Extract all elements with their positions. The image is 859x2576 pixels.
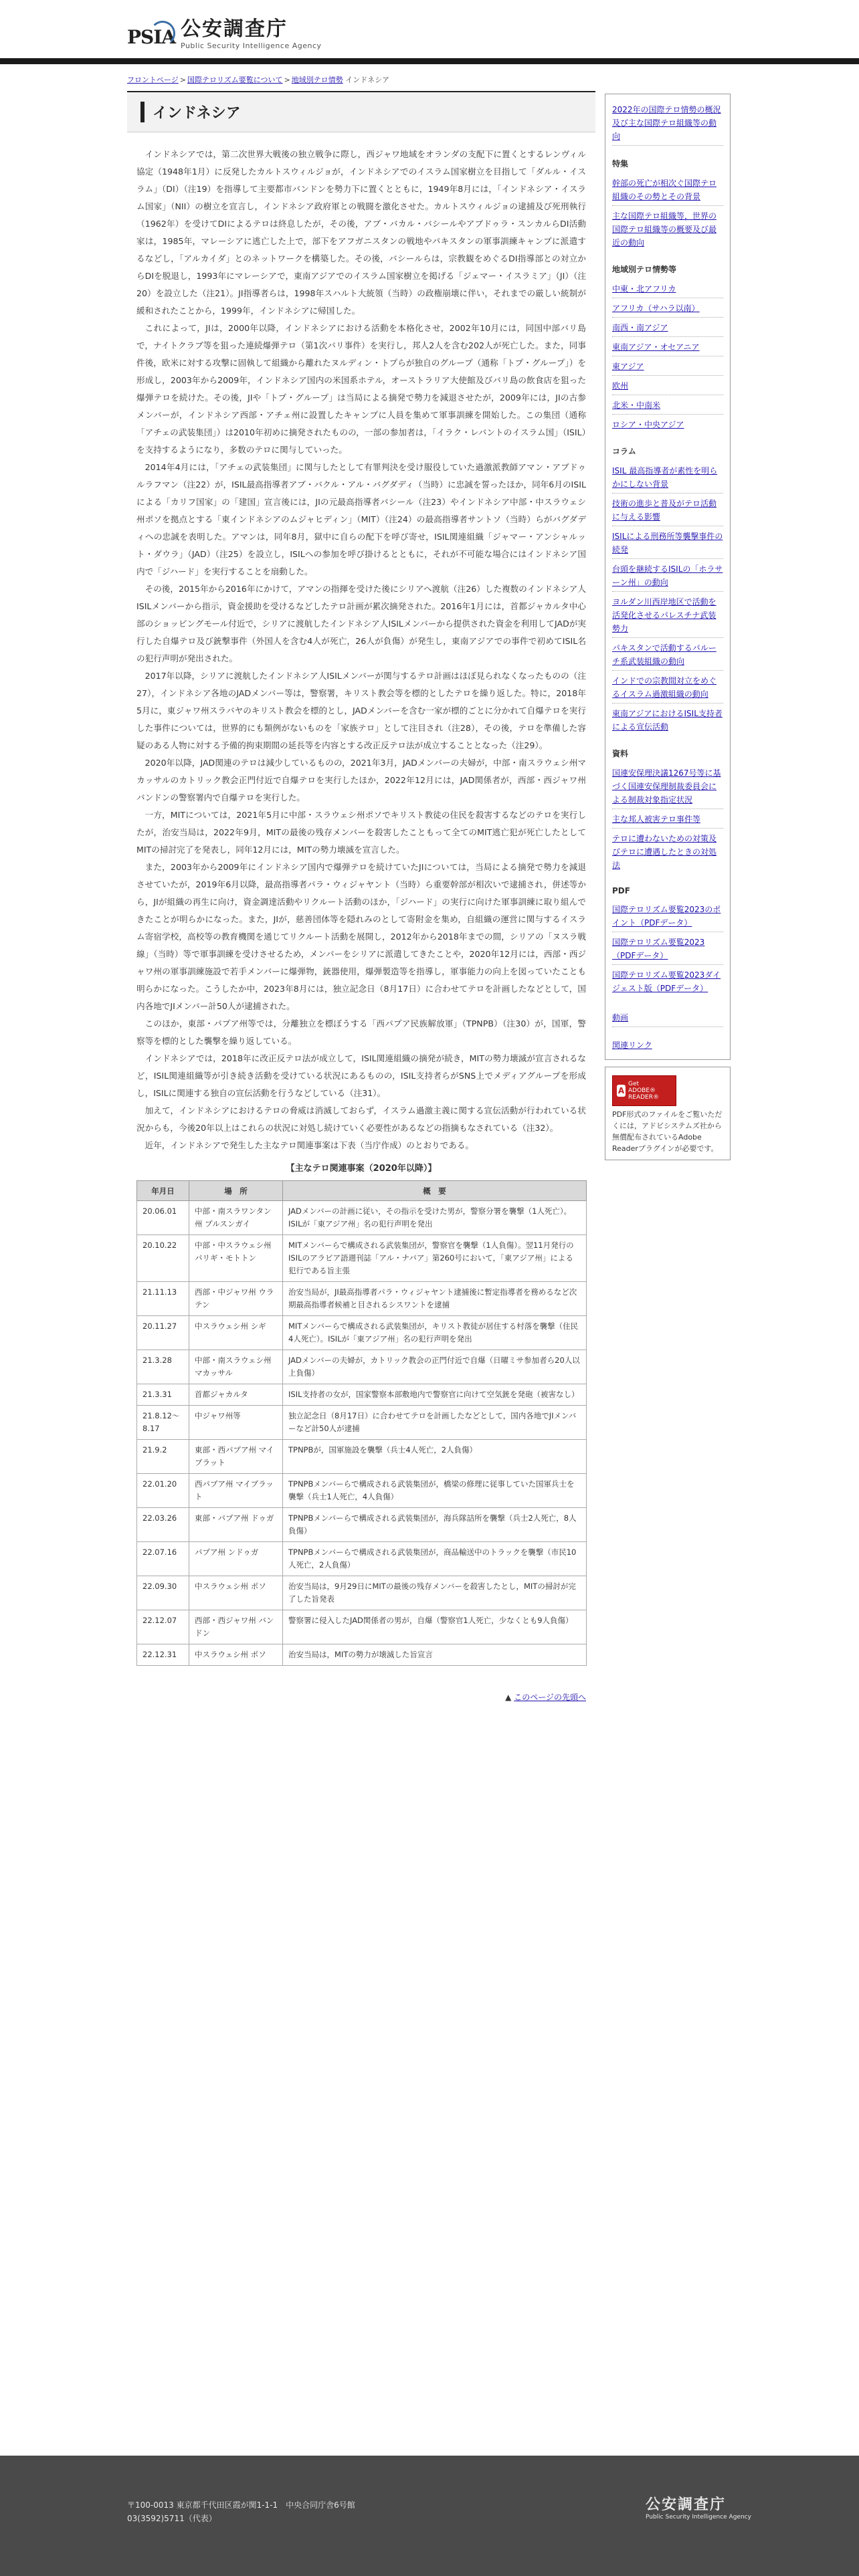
sidebar-column-item [612, 461, 723, 494]
cell-place: 西部・中ジャワ州 ウラテン [189, 1282, 283, 1316]
sidebar-region-link[interactable]: アフリカ（サハラ以南） [612, 304, 700, 313]
sidebar-resource-item [612, 763, 723, 809]
article-paragraph: このほか，東部・パプア州等では，分離独立を標ぼうする「西パプア民族解放軍」（TPNPB）（注30）が，国軍，警察等を標的とした襲撃を繰り返している。 [136, 1018, 586, 1046]
cell-date: 21.3.28 [137, 1350, 189, 1384]
cell-date: 20.10.22 [137, 1235, 189, 1282]
col-place-header: 場 所 [189, 1181, 283, 1201]
sidebar-column-item [612, 526, 723, 559]
table-row [137, 1644, 587, 1666]
table-header-row [137, 1181, 587, 1201]
table-row [137, 1542, 587, 1576]
table-row [137, 1406, 587, 1440]
col-date-header: 年月日 [137, 1181, 189, 1201]
cell-date: 21.11.13 [137, 1282, 189, 1316]
article-paragraph: 近年，インドネシアで発生した主なテロ関連事案は下表（当庁作成）のとおりである。 [145, 1140, 474, 1150]
site-name-en: Public Security Intelligence Agency [181, 41, 322, 50]
column-links [612, 461, 723, 736]
sidebar-column-link[interactable]: ヨルダン川西岸地区で活動を活発化させるパレスチナ武装勢力 [612, 597, 717, 633]
sidebar-feature-link[interactable]: 主な国際テロ組織等，世界の国際テロ組織等の概要及び最近の動向 [612, 211, 717, 247]
sidebar-heading-column: コラム [612, 447, 636, 456]
sidebar-resource-link[interactable]: 国連安保理決議1267号等に基づく国連安保理制裁委員会による制裁対象指定状況 [612, 768, 721, 804]
sidebar-region-link[interactable]: 北米・中南米 [612, 401, 661, 410]
cell-date: 22.12.07 [137, 1610, 189, 1644]
sidebar-feature-link[interactable]: 幹部の死亡が相次ぐ国際テロ組織のその勢とその背景 [612, 179, 717, 201]
cell-date: 20.11.27 [137, 1316, 189, 1350]
sidebar-feature-item [612, 173, 723, 206]
article-paragraph: 2017年以降，シリアに渡航したインドネシア人ISILメンバーが関与するテロ計画はほぼ見られなくなったものの（注27），インドネシア各地のJADメンバー等は，警察署，キリスト教会等を標的としたテロを繰り返した。特に，2018年5月に，東ジャワ州スラバヤのキリスト教会を標的とし，JADメンバーを含む一家が標的ごとに分かれて自爆テロを実行した事件については，世界的にも類例がないものを「家族テロ」として注目され（注28），その後，テロを準備した容疑のある人物に対する予備的拘束期間の延長等を内容とする改正反テロ法が成立することとなった（注29）。 [136, 671, 586, 750]
sidebar-column-item [612, 494, 723, 526]
cell-summary: TPNPBメンバーらで構成される武装集団が，商品輸送中のトラックを襲撃（市民10人死亡，2人負傷） [283, 1542, 587, 1576]
table-row [137, 1474, 587, 1508]
sidebar-region-item [612, 395, 723, 415]
cell-summary: ISIL支持者の女が，国家警察本部敷地内で警察官に向けて空気銃を発砲（被害なし） [283, 1384, 587, 1406]
table-row [137, 1201, 587, 1235]
sidebar-column-item [612, 592, 723, 638]
table-row [137, 1316, 587, 1350]
sidebar-column-item [612, 559, 723, 592]
adobe-reader-note: PDF形式のファイルをご覧いただくには，アドビシステムズ社から無償配布されているAdobe Readerプラグインが必要です。 [612, 1110, 723, 1153]
sidebar-heading-resource: 資料 [612, 749, 629, 758]
back-to-top-link[interactable]: このページの先頭へ [514, 1693, 586, 1702]
cell-summary: 治安当局は，9月29日にMITの最後の残存メンバーを殺害したとし，MITの掃討が完了した旨発表 [283, 1576, 587, 1610]
cell-summary: MITメンバーらで構成される武装集団が，キリスト教徒が居住する村落を襲撃（住民4人死亡）。ISILが「東アジア州」名の犯行声明を発出 [283, 1316, 587, 1350]
article-paragraph: 2014年4月には，「アチェの武装集団」に関与したとして有罪判決を受け服役していた過激派教師アマン・アブドゥルラフマン（注22）が，ISIL最高指導者アブ・バクル・アル・バグダディ（当時）に忠誠を誓ったほか，同年6月のISILによる「カリフ国家」の「建国」宣言後には，JIの元最高指導者バシール（注23）やインドネシア中部・中スラウェシ州ポソを拠点とする「東インドネシアのムジャヒディン」（MIT）（注24）の最高指導者サントソ（当時）らがバグダディへの忠誠を表明した。アマンは，同年8月，獄中に自らの配下を呼び寄せ，ISIL関連組織「ジャマー・アンシャルット・ダウラ」（JAD）（注25）を設立し，ISILへの参加を呼び掛けるとともに，それが不可能な場合にはインドネシア国内で「ジハード」を実行することを扇動した。 [136, 462, 586, 576]
article-paragraph: 一方，MITについては，2021年5月に中部・スラウェシ州ポソでキリスト教徒の住民を殺害するなどのテロを実行したが，治安当局は，2022年9月，MITの最後の残存メンバーを殺害したこともって全てのMIT逃亡犯が死亡したとしてMITの掃討完了を発表し，同年12月には，MITの勢力壊滅を宣言した。 [136, 810, 586, 855]
cell-place: 首都ジャカルタ [189, 1384, 283, 1406]
table-row [137, 1440, 587, 1474]
cell-summary: 独立記念日（8月17日）に合わせてテロを計画したなどとして，国内各地でJIメンバーなど計50人が逮捕 [283, 1406, 587, 1440]
sidebar-related-link[interactable]: 関連リンク [612, 1041, 652, 1050]
table-row [137, 1508, 587, 1542]
psia-logo-icon: PSIA [127, 21, 177, 49]
sidebar-resource-link[interactable]: 主な邦人被害テロ事件等 [612, 815, 701, 824]
sidebar-column-item [612, 671, 723, 704]
article-body [127, 132, 595, 1703]
sidebar-column-item [612, 704, 723, 736]
table-caption: 【主なテロ関連事案（2020年以降）】 [286, 1164, 437, 1174]
sidebar-region-link[interactable]: 欧州 [612, 381, 629, 391]
sidebar-resource-link[interactable]: テロに遭わないための対策及びテロに遭遇したときの対処法 [612, 834, 717, 870]
breadcrumb-regional[interactable]: 地域別テロ情勢 [291, 76, 343, 84]
table-row [137, 1384, 587, 1406]
table-row [137, 1610, 587, 1644]
sidebar-region-link[interactable]: 東アジア [612, 362, 644, 371]
cell-place: 中部・南スラウェシ州 マカッサル [189, 1350, 283, 1384]
cell-place: 東部・西パプア州 マイブラット [189, 1440, 283, 1474]
sidebar-region-item [612, 415, 723, 433]
article-paragraph: 2020年以降，JAD関連のテロは減少しているものの，2021年3月，JADメンバーの夫婦が，中部・南スラウェシ州マカッサルのカトリック教会正門付近で自爆テロを実行したほか，2022年12月には，JAD関係者が，西部・西ジャワ州バンドンの警察署内で自爆テロを実行した。 [136, 758, 586, 802]
cell-summary: JADメンバーの計画に従い，その指示を受けた男が，警察分署を襲撃（1人死亡）。ISILが「東アジア州」名の犯行声明を発出 [283, 1201, 587, 1235]
cell-place: 中スラウェシ州 ポソ [189, 1644, 283, 1666]
cell-summary: TPNPBメンバーらで構成される武装集団が，海兵隊詰所を襲撃（兵士2人死亡，8人負傷） [283, 1508, 587, 1542]
breadcrumb-terrorism-overview[interactable]: 国際テロリズム要覧について [187, 76, 283, 84]
sidebar-column-link[interactable]: 技術の進歩と普及がテロ活動に与える影響 [612, 499, 717, 522]
site-footer [0, 2456, 859, 2576]
cell-date: 21.3.31 [137, 1384, 189, 1406]
sidebar-region-link[interactable]: 東南アジア・オセアニア [612, 342, 700, 352]
sidebar-pdf-link[interactable]: 国際テロリズム要覧2023（PDFデータ） [612, 938, 705, 960]
resource-links [612, 763, 723, 874]
site-logo[interactable] [127, 19, 322, 50]
cell-place: パプア州 ンドゥガ [189, 1542, 283, 1576]
sidebar-box [605, 94, 731, 1060]
cell-date: 22.07.16 [137, 1542, 189, 1576]
sidebar-region-link[interactable]: 中東・北アフリカ [612, 284, 676, 294]
cell-place: 西部・西ジャワ州 バンドン [189, 1610, 283, 1644]
sidebar-heading-feature: 特集 [612, 159, 629, 169]
adobe-reader-icon: A [617, 1086, 625, 1095]
adobe-reader-box [605, 1067, 731, 1160]
feature-links [612, 173, 723, 251]
page-title: インドネシア [140, 102, 241, 122]
footer-address: 〒100-0013 東京都千代田区霞が関1-1-1 中央合同庁舎6号館 03(3592)5711（代表） [127, 2498, 355, 2525]
sidebar-column-link[interactable]: ISILによる刑務所等襲撃事件の続発 [612, 532, 723, 554]
breadcrumb-front-page[interactable]: フロントページ [127, 76, 179, 84]
sidebar-column-link[interactable]: パキスタンで活動するパルーチ系武装組織の動向 [612, 643, 717, 666]
article-paragraph: インドネシアでは，第二次世界大戦後の独立戦争に際し，西ジャワ地域をオランダの支配下に置くとするレンヴィル協定（1948年1月）に反発したカルトスウィルジョが，インドネシアでのイスラム国家樹立を目指して「ダルル・イスラム」（DI）（注19）を指導して主要都市バンドンを勢力下に置くとともに，1949年8月には，「インドネシア・イスラム国家」（NII）の樹立を宣言し，インドネシア政府軍との戦闘を激化させた。カルトスウィルジョの逮捕及び死刑執行（1962年）を受けてDIによるテロは終息したが，その後，アブ・バカル・バシールやアブドゥラ・スンカルらDI活動家は，1985年，マレーシアに逃亡した上で，部下をアフガニスタンの戦地やパキスタンの軍事訓練キャンプに派遣するなどし，「アルカイダ」とのネットワークを構築した。その後，バシールらは，宗教観をめぐるDI指導部との対立からDIを脱退し，1993年にマレーシアで，東南アジアでのイスラム国家樹立を掲げる「ジェマー・イスラミア」（JI）（注20）を設立した（注21）。JI指導者らは，1998年スハルト大統領（当時）の政権崩壊に伴い，それまでの厳しい統制が緩和されたことから，1999年，インドネシアに帰国した。 [136, 149, 586, 316]
site-name: 公安調査庁 [181, 17, 288, 41]
cell-summary: TPNPBメンバーらで構成される武装集団が，橋梁の修理に従事していた国軍兵士を襲撃（兵士1人死亡，4人負傷） [283, 1474, 587, 1508]
sidebar-region-item [612, 376, 723, 395]
article-paragraph: その後，2015年から2016年にかけて，アマンの指揮を受けた後にシリアへ渡航（注26）した複数のインドネシア人ISILメンバーから指示，資金援助を受けるなどしたテロ計画が累次摘発された。2016年1月には，首都ジャカルタ中心部のショッピングモール付近で，シリアに渡航したインドネシア人ISILメンバーから提供された資金を利用してJADが実行した自爆テロ及び銃撃事件（外国人を含む4人が死亡，26人が負傷）が発生し，東南アジアでの事件で初めてISIL名の犯行声明が発出された。 [136, 584, 586, 663]
cell-place: 東部・パプア州 ドゥガ [189, 1508, 283, 1542]
pdf-links [612, 899, 723, 997]
get-adobe-reader-button[interactable]: A Get ADOBE® READER® [612, 1075, 676, 1106]
article-paragraph: インドネシアでは，2018年に改正反テロ法が成立して，ISIL関連組織の摘発が続き，MITの勢力壊滅が宣言されるなど，ISIL関連組織等が引き続き活動を受けている状況にあるものの，ISIL支持者らがSNS上でメディアグループを形成し，ISILに関連する独自の宣伝活動を行うなどしている（注31）。 [136, 1053, 586, 1098]
page-title-bar [127, 91, 595, 132]
sidebar-region-link[interactable]: ロシア・中央アジア [612, 420, 684, 429]
sidebar-column-link[interactable]: インドでの宗教間対立をめぐるイスラム過激組織の動向 [612, 676, 717, 699]
sidebar-region-item [612, 318, 723, 337]
cell-date: 21.9.2 [137, 1440, 189, 1474]
cell-date: 21.8.12～8.17 [137, 1406, 189, 1440]
footer-logo[interactable]: 公安調査庁 Public Security Intelligence Agency [646, 2496, 751, 2520]
table-row [137, 1282, 587, 1316]
sidebar-column-link[interactable]: ISIL 最高指導者が素性を明らかにしない背景 [612, 466, 718, 489]
sidebar-pdf-item [612, 899, 723, 932]
cell-date: 22.03.26 [137, 1508, 189, 1542]
footer-phone: 03(3592)5711（代表） [127, 2514, 217, 2523]
sidebar-heading-pdf: PDF [612, 886, 630, 895]
breadcrumb: フロントページ > 国際テロリズム要覧について > 地域別テロ情勢 インドネシア [127, 76, 390, 84]
sidebar-pdf-item [612, 965, 723, 997]
incident-table [136, 1180, 587, 1666]
back-to-top [136, 1691, 586, 1703]
cell-summary: 治安当局が，JI最高指導者パラ・ウィジャヤント逮捕後に暫定指導者を務めるなど次期最高指導者候補と目されるシスワントを逮捕 [283, 1282, 587, 1316]
cell-date: 22.09.30 [137, 1576, 189, 1610]
sidebar-resource-item [612, 809, 723, 829]
table-row [137, 1235, 587, 1282]
sidebar-resource-item [612, 829, 723, 874]
region-links [612, 279, 723, 433]
sidebar-region-item [612, 337, 723, 356]
cell-summary: JADメンバーの夫婦が，カトリック教会の正門付近で自爆（日曜ミサ参加者ら20人以上負傷） [283, 1350, 587, 1384]
cell-date: 20.06.01 [137, 1201, 189, 1235]
sidebar-region-link[interactable]: 南西・南アジア [612, 323, 668, 332]
breadcrumb-current: インドネシア [345, 76, 390, 84]
sidebar-pdf-item [612, 932, 723, 965]
sidebar-heading-region: 地域別テロ情勢等 [612, 265, 677, 274]
sidebar-column-link[interactable]: 台頭を継続するISILの「ホラサーン州」の動向 [612, 564, 723, 587]
site-header [0, 0, 859, 64]
sidebar-overview-link[interactable]: 2022年の国際テロ情勢の概況及び主な国際テロ組織等の動向 [612, 105, 721, 141]
cell-place: 中スラウェシ州 ポソ [189, 1576, 283, 1610]
cell-date: 22.01.20 [137, 1474, 189, 1508]
cell-summary: 治安当局は，MITの勢力が壊滅した旨宣言 [283, 1644, 587, 1666]
cell-place: 中ジャワ州等 [189, 1406, 283, 1440]
cell-summary: TPNPBが，国軍施設を襲撃（兵士4人死亡，2人負傷） [283, 1440, 587, 1474]
sidebar-column-link[interactable]: 東南アジアにおけるISIL支持者による宣伝活動 [612, 709, 723, 732]
cell-date: 22.12.31 [137, 1644, 189, 1666]
sidebar-region-item [612, 298, 723, 318]
col-summary-header: 概 要 [283, 1181, 587, 1201]
table-row [137, 1350, 587, 1384]
sidebar-pdf-link[interactable]: 国際テロリズム要覧2023ダイジェスト版（PDFデータ） [612, 970, 721, 993]
cell-summary: MITメンバーらで構成される武装集団が，警察官を襲撃（1人負傷）。翌11月発行のISILのアラビア語週刊誌「アル・ナバア」第260号において，「東アジア州」による犯行である旨主張 [283, 1235, 587, 1282]
sidebar-feature-item [612, 206, 723, 251]
sidebar [605, 94, 731, 1160]
table-row [137, 1576, 587, 1610]
sidebar-video-link[interactable]: 動画 [612, 1013, 629, 1023]
up-arrow-icon: ▲ [505, 1693, 512, 1702]
main-content [127, 75, 595, 1703]
article-paragraph: また，2003年から2009年にインドネシア国内で爆弾テロを続けていたJIについては，当局による摘発で勢力を減退させていたが，2019年6月以降，最高指導者パラ・ウィジャヤント（当時）ら重要幹部が相次いで逮捕され，併述等から，JIが組織の再生に向け，資金調達活動やリクルート活動のほか，「ジハード」の実行に向けた軍事訓練に取り組んできたことが明らかになった。また，JIが，慈善団体等を隠れみのとして寄附金を集め，自組織の運営に関与するイスラム寄宿学校，高校等の教育機関を通じてリクルート活動を展開し，2012年から2018年までの間，シリアの「ヌスラ戦線」（当時）等で軍事訓練を受けさせるため，メンバーをシリアに派遣してきたことや，2020年12月には，西部・西ジャワ州の軍事訓練施設で若手メンバーに爆弾物，銃器使用，爆弾製造等を指導し，軍事能力の向上を図っていたことも明らかになった。こうしたか中，2023年8月には，独立記念日（8月17日）に合わせてテロを計画したなどとして，国内各地でJIメンバー計50人が逮捕された。 [136, 862, 586, 1011]
cell-place: 中スラウェシ州 シギ [189, 1316, 283, 1350]
cell-place: 中部・南スラワンタン州 プルスンガイ [189, 1201, 283, 1235]
article-paragraph: 加えて，インドネシアにおけるテロの脅威は消滅しておらず，イスラム過激主義に関する宣伝活動が行われている状況からも，今後20年以上はこれらの状況に対処し続けていく必要性があるなどの指摘もなされている（注32）。 [136, 1105, 586, 1133]
sidebar-region-item [612, 356, 723, 376]
article-paragraph: これによって，JIは，2000年以降，インドネシアにおける活動を本格化させ，2002年10月には，同国中部バリ島で，ナイトクラブ等を狙った連続爆弾テロ（第1次バリ事件）を実行し，邦人2人を含む202人が死亡した。また，同事件後，欧米に対する攻撃に固執して組織から離れたヌルディン・トプらが独自のグループ（通称「トプ・グループ」）を形成し，2003年から2009年，インドネシア国内の米国系ホテル，オーストラリア大使館及びバリ島の飲食店を狙った爆弾テロを続けた。その後，JIや「トプ・グループ」は当局による摘発で勢力を減退させたが，2009年には，JIの古参メンバーが，インドネシア西部・アチェ州に設置したキャンプに人員を集めて軍事訓練を開始した。この集団（通称「アチェの武装集団」）は2010年初めに摘発されたものの，一部の参加者は，「イラク・レバントのイスラム国」（ISIL）を支持するようになり，多数のテロに関与していった。 [136, 323, 586, 455]
article-paragraphs [136, 146, 586, 1154]
cell-place: 中部・中スラウェシ州 パリギ・モトトン [189, 1235, 283, 1282]
cell-summary: 警察署に侵入したJAD関係者の男が，自爆（警察官1人死亡，少なくとも9人負傷） [283, 1610, 587, 1644]
cell-place: 西パプア州 マイブラット [189, 1474, 283, 1508]
sidebar-region-item [612, 279, 723, 298]
sidebar-pdf-link[interactable]: 国際テロリズム要覧2023のポイント（PDFデータ） [612, 905, 721, 928]
sidebar-column-item [612, 638, 723, 671]
